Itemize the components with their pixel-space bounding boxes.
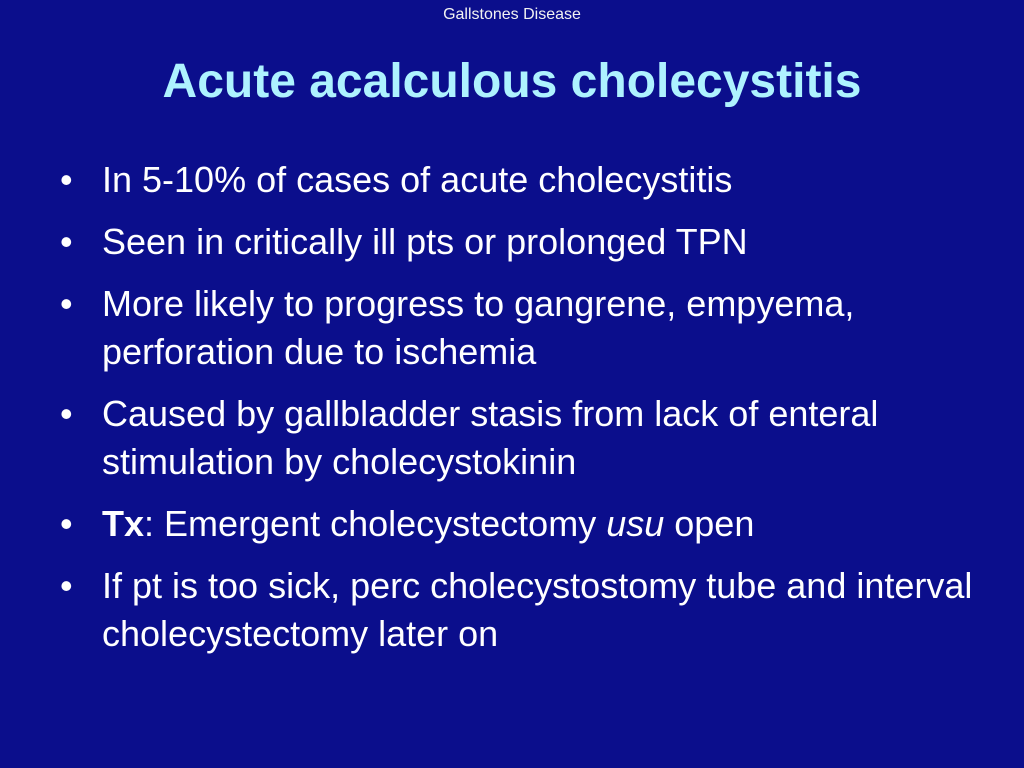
bullet-list [60,156,980,672]
bullet-text: If pt is too sick, perc cholecystostomy tube and interval cholecystectomy later on [102,565,973,654]
tx-label: Tx [102,503,145,544]
bullet-icon: • [60,503,73,544]
tx-end: open [664,503,755,544]
bullet-text: In 5-10% of cases of acute cholecystitis [102,159,733,200]
slide-header: Gallstones Disease [443,6,581,23]
list-item [60,156,980,204]
bullet-text: Seen in critically ill pts or prolonged TPN [102,221,748,262]
bullet-text: Caused by gallbladder stasis from lack of enteral stimulation by cholecystokinin [102,393,879,482]
bullet-icon: • [60,159,73,200]
tx-usu: usu [606,503,665,544]
bullet-icon: • [60,393,73,434]
list-item [60,390,980,486]
bullet-icon: • [60,221,73,262]
list-item [60,500,980,548]
list-item [60,562,980,658]
bullet-text-tx [102,503,754,544]
list-item [60,218,980,266]
tx-text: : Emergent cholecystectomy [144,503,607,544]
bullet-icon: • [60,565,73,606]
list-item [60,280,980,376]
slide-title: Acute acalculous cholecystitis [162,55,862,108]
bullet-icon: • [60,283,73,324]
bullet-text: More likely to progress to gangrene, empyema, perforation due to ischemia [102,283,855,372]
